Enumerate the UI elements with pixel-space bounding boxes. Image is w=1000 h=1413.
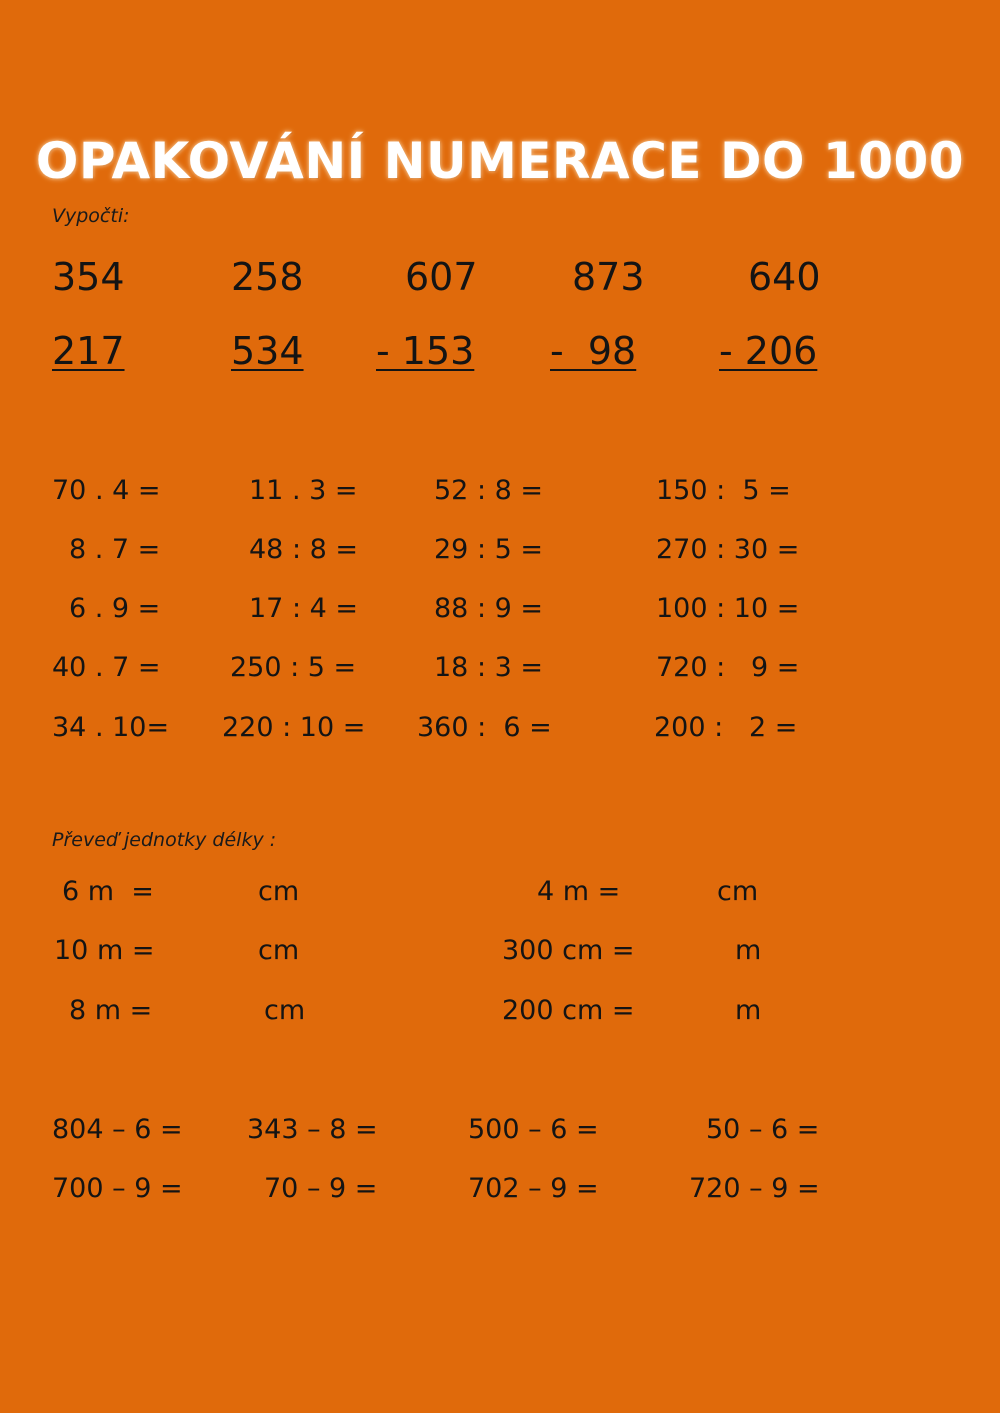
minuend-top-3: 607 [405,255,478,299]
conversion-r3-left: 8 m = [69,995,153,1026]
conversion-r3-right: 200 cm = [502,995,635,1026]
conversion-r2-right: 300 cm = [502,935,635,966]
subtrahend-bottom-4: - 98 [550,329,637,373]
section-1-instruction: Vypočti: [52,205,130,227]
exercise-r5-c3: 360 : 6 = [417,712,552,743]
exercise-r4-c1: 40 . 7 = [52,652,161,683]
addend-bottom-1: 217 [52,329,125,373]
exercise-r1-c4: 150 : 5 = [656,475,791,506]
exercise-r2-c3: 29 : 5 = [434,534,544,565]
exercise-r3-c4: 100 : 10 = [656,593,800,624]
subtraction-r1-c1: 804 – 6 = [52,1114,183,1145]
minuend-top-4: 873 [572,255,645,299]
exercise-r1-c2: 11 . 3 = [249,475,358,506]
conversion-r2-left: 10 m = [54,935,155,966]
exercise-r2-c4: 270 : 30 = [656,534,800,565]
conversion-r2-right-unit: m [735,935,762,966]
exercise-r4-c3: 18 : 3 = [434,652,544,683]
exercise-r4-c2: 250 : 5 = [230,652,357,683]
subtraction-r2-c3: 702 – 9 = [468,1173,599,1204]
exercise-r4-c4: 720 : 9 = [656,652,800,683]
exercise-r5-c4: 200 : 2 = [654,712,798,743]
conversion-r3-right-unit: m [735,995,762,1026]
exercise-r3-c3: 88 : 9 = [434,593,544,624]
exercise-r1-c1: 70 . 4 = [52,475,161,506]
exercise-r5-c1: 34 . 10= [52,712,170,743]
addend-top-1: 354 [52,255,125,299]
exercise-r2-c2: 48 : 8 = [249,534,359,565]
exercise-r5-c2: 220 : 10 = [222,712,366,743]
conversion-r1-left: 6 m = [62,876,154,907]
exercise-r3-c1: 6 . 9 = [69,593,161,624]
subtraction-r2-c1: 700 – 9 = [52,1173,183,1204]
exercise-r1-c3: 52 : 8 = [434,475,544,506]
exercise-r2-c1: 8 . 7 = [69,534,161,565]
subtraction-r2-c2: 70 – 9 = [264,1173,378,1204]
conversion-r2-left-unit: cm [258,935,300,966]
conversion-r1-left-unit: cm [258,876,300,907]
subtraction-r2-c4: 720 – 9 = [689,1173,820,1204]
page-title: OPAKOVÁNÍ NUMERACE DO 1000 [35,132,965,190]
addend-top-2: 258 [231,255,304,299]
exercise-r3-c2: 17 : 4 = [249,593,359,624]
section-3-instruction: Převeď jednotky délky : [52,829,277,851]
subtrahend-bottom-5: - 206 [719,329,818,373]
conversion-r1-right: 4 m = [537,876,621,907]
minuend-top-5: 640 [748,255,821,299]
conversion-r3-left-unit: cm [264,995,306,1026]
addend-bottom-2: 534 [231,329,304,373]
subtraction-r1-c3: 500 – 6 = [468,1114,599,1145]
subtrahend-bottom-3: - 153 [376,329,475,373]
subtraction-r1-c4: 50 – 6 = [706,1114,820,1145]
conversion-r1-right-unit: cm [717,876,759,907]
subtraction-r1-c2: 343 – 8 = [247,1114,378,1145]
